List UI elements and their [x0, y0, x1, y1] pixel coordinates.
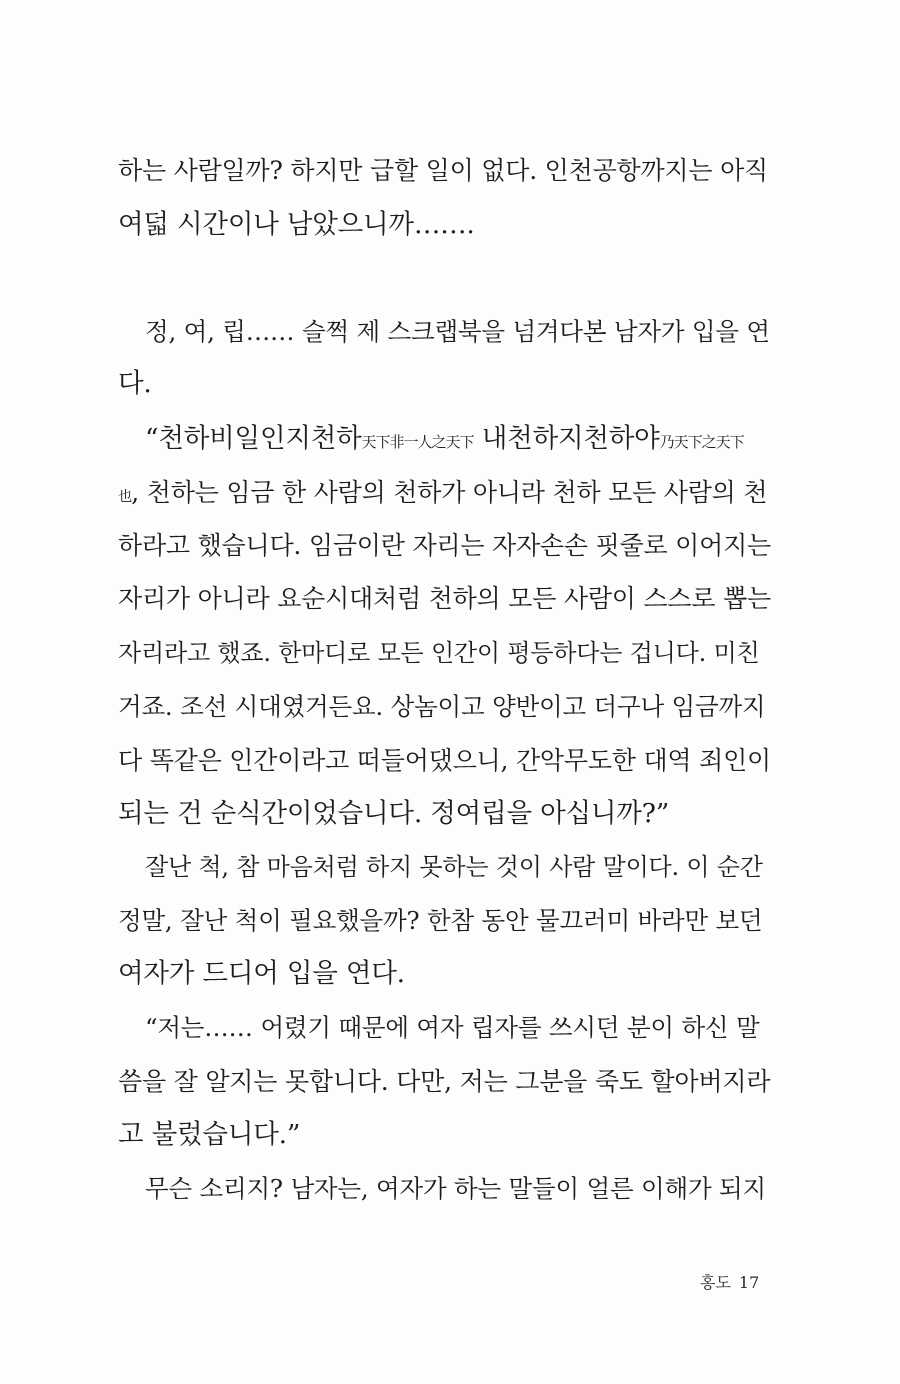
text-line: 하는 사람일까? 하지만 급할 일이 없다. 인천공항까지는 아직: [118, 156, 768, 185]
text-line: 잘난 척, 참 마음처럼 하지 못하는 것이 사람 말이다. 이 순간: [145, 853, 763, 881]
text-line: 다 똑같은 인간이라고 떠들어댔으니, 간악무도한 대역 죄인이: [118, 746, 771, 775]
text-line: 자리라고 했죠. 한마디로 모든 인간이 평등하다는 겁니다. 미친: [118, 639, 760, 667]
text-line: 자리가 아니라 요순시대처럼 천하의 모든 사람이 스스로 뽑는: [118, 584, 771, 613]
page-footer: [700, 1270, 759, 1293]
text-segment: , 천하는 임금 한 사람의 천하가 아니라 천하 모든 사람의 천: [131, 478, 768, 507]
text-line: 무슨 소리지? 남자는, 여자가 하는 말들이 얼른 이해가 되지: [145, 1174, 766, 1203]
text-line: 다.: [118, 368, 152, 399]
hanja-annotation: 天下非一人之天下: [361, 433, 474, 451]
text-line: 되는 건 순식간이었습니다. 정여립을 아십니까?”: [118, 798, 670, 829]
hanja-annotation: 也: [118, 489, 132, 505]
text-segment: 내천하지천하야: [473, 423, 660, 454]
text-segment: “천하비일인지천하: [145, 423, 362, 454]
chapter-title: 홍도: [700, 1273, 731, 1292]
text-line: [118, 476, 770, 514]
text-line: 거죠. 조선 시대였거든요. 상놈이고 양반이고 더구나 임금까지: [118, 692, 766, 721]
text-line: 씀을 잘 알지는 못합니다. 다만, 저는 그분을 죽도 할아버지라: [118, 1067, 771, 1096]
text-line: 하라고 했습니다. 임금이란 자리는 자자손손 핏줄로 이어지는: [118, 531, 771, 560]
text-line: 여덟 시간이나 남았으니까…….: [118, 209, 475, 240]
hanja-annotation: 乃天下之天下: [659, 433, 744, 451]
text-line: 정말, 잘난 척이 필요했을까? 한참 동안 물끄러미 바라만 보던: [118, 906, 763, 935]
text-line: “저는…… 어렸기 때문에 여자 립자를 쓰시던 분이 하신 말: [145, 1013, 760, 1042]
text-line: 여자가 드디어 입을 연다.: [118, 958, 405, 989]
page-number: 17: [738, 1273, 760, 1292]
text-line: [145, 422, 770, 459]
text-line: 정, 여, 립…… 슬쩍 제 스크랩북을 넘겨다본 남자가 입을 연: [145, 317, 770, 346]
text-line: 고 불렀습니다.”: [118, 1119, 301, 1150]
